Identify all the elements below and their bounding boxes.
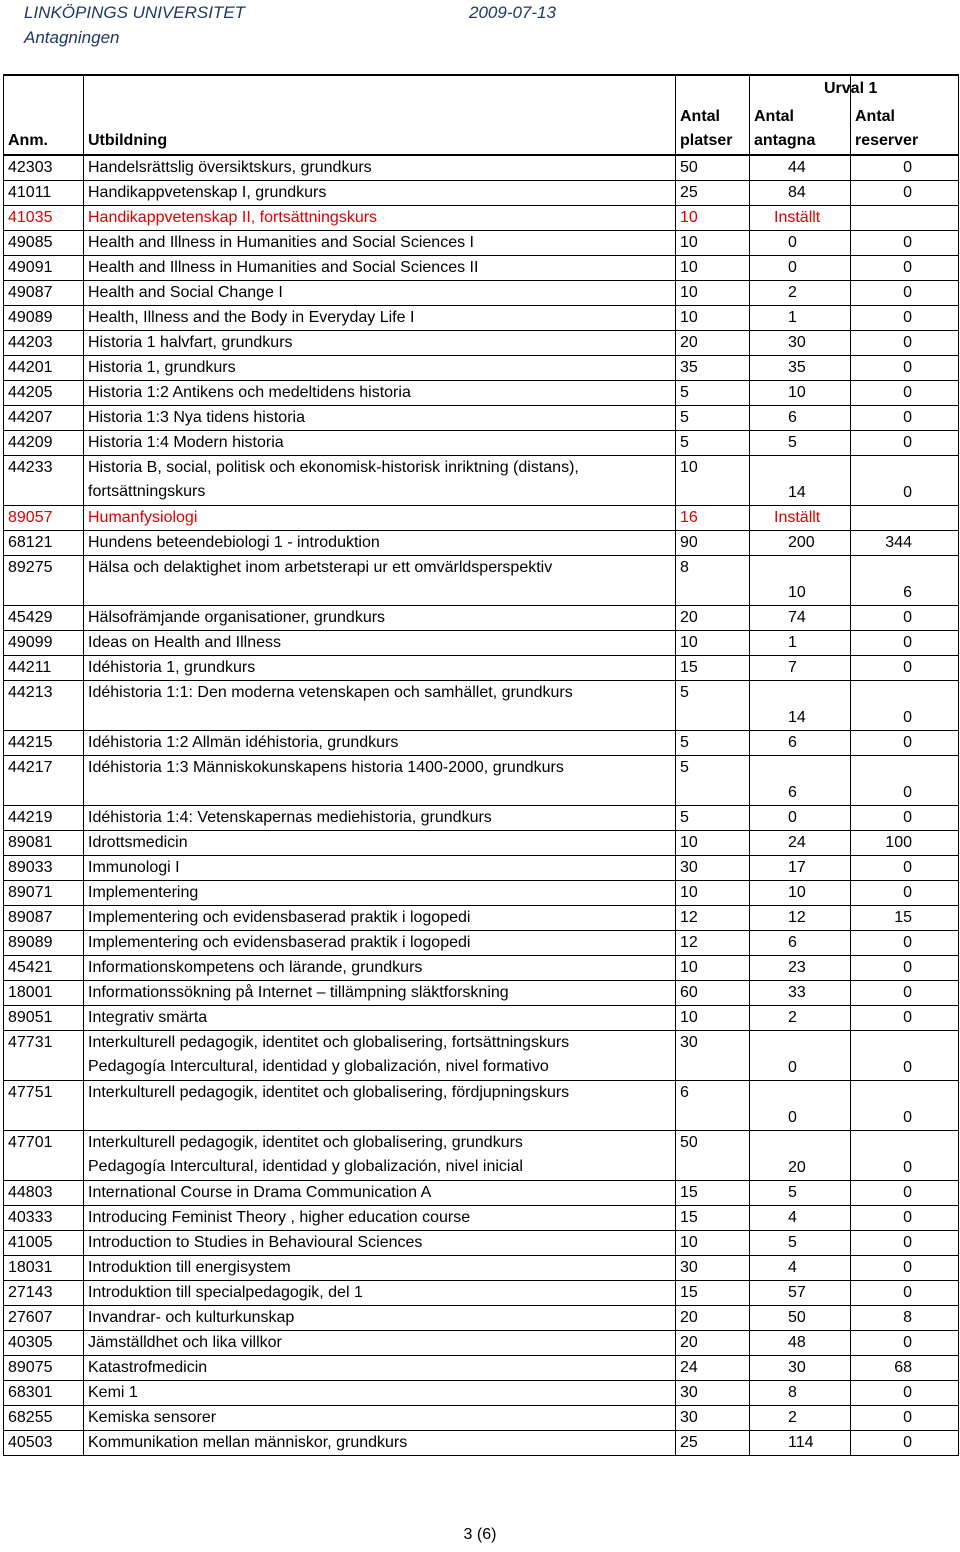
- table-row: [4, 906, 959, 931]
- table-row: [4, 681, 959, 731]
- cell-platser: 24: [676, 1356, 750, 1381]
- cell-anm: 44205: [4, 381, 84, 406]
- cell-platser: 15: [676, 656, 750, 681]
- col-header-antagna: Antal antagna: [750, 75, 851, 155]
- table-row: [4, 456, 959, 506]
- cell-anm: 68121: [4, 531, 84, 556]
- table-row: [4, 1356, 959, 1381]
- cell-anm: 89051: [4, 1006, 84, 1031]
- cell-platser: 10: [676, 256, 750, 281]
- cell-utbildning-line2: Pedagogía Intercultural, identidad y globalización, nivel formativo: [88, 1058, 549, 1075]
- cell-anm: 47701: [4, 1131, 84, 1181]
- cell-utbildning: Ideas on Health and Illness: [84, 631, 676, 656]
- document-subtitle: Antagningen: [24, 28, 120, 47]
- cell-reserver: 0: [851, 281, 959, 306]
- cell-platser: 50: [676, 1131, 750, 1181]
- cell-platser: 10: [676, 306, 750, 331]
- cell-antagna: 6: [750, 731, 851, 756]
- cell-anm: 44211: [4, 656, 84, 681]
- cell-anm: 49091: [4, 256, 84, 281]
- cell-antagna: 0: [750, 806, 851, 831]
- cell-platser: 10: [676, 206, 750, 231]
- cell-utbildning: Historia 1:2 Antikens och medeltidens historia: [84, 381, 676, 406]
- cell-antagna: 2: [750, 281, 851, 306]
- cell-platser: 10: [676, 281, 750, 306]
- table-row: [4, 1256, 959, 1281]
- cell-utbildning: Katastrofmedicin: [84, 1356, 676, 1381]
- table-row: [4, 331, 959, 356]
- cell-anm: 44803: [4, 1181, 84, 1206]
- table-row: [4, 306, 959, 331]
- cell-antagna: 0: [750, 1081, 851, 1131]
- cell-platser: 5: [676, 381, 750, 406]
- cell-utbildning-line1: Idéhistoria 1:3 Människokunskapens historia 1400-2000, grundkurs: [88, 759, 564, 776]
- table-row: [4, 606, 959, 631]
- cell-utbildning-line1: Interkulturell pedagogik, identitet och globalisering, grundkurs: [88, 1134, 523, 1151]
- cell-antagna: 4: [750, 1206, 851, 1231]
- col-header-anm: Anm.: [4, 75, 84, 155]
- cell-utbildning: Kemi 1: [84, 1381, 676, 1406]
- cell-platser: 10: [676, 456, 750, 506]
- table-row: [4, 756, 959, 806]
- cell-anm: 44219: [4, 806, 84, 831]
- cell-anm: 47751: [4, 1081, 84, 1131]
- table-row: [4, 731, 959, 756]
- cell-platser: 50: [676, 155, 750, 181]
- table-row: [4, 431, 959, 456]
- table-row: [4, 181, 959, 206]
- cell-reserver: 0: [851, 931, 959, 956]
- cell-anm: 89071: [4, 881, 84, 906]
- cell-utbildning-line2: fortsättningskurs: [88, 483, 206, 500]
- cell-utbildning: Handelsrättslig översiktskurs, grundkurs: [84, 155, 676, 181]
- cell-reserver: [851, 206, 959, 231]
- cell-utbildning: Immunologi I: [84, 856, 676, 881]
- cell-utbildning: [84, 1031, 676, 1081]
- cell-anm: 49087: [4, 281, 84, 306]
- cell-anm: 47731: [4, 1031, 84, 1081]
- cell-anm: 18031: [4, 1256, 84, 1281]
- cell-utbildning-line2: Pedagogía Intercultural, identidad y globalización, nivel inicial: [88, 1158, 523, 1175]
- cell-antagna: 33: [750, 981, 851, 1006]
- cell-reserver: 6: [851, 556, 959, 606]
- cell-antagna: 30: [750, 1356, 851, 1381]
- cell-antagna: 10: [750, 556, 851, 606]
- cell-reserver: 0: [851, 1281, 959, 1306]
- cell-reserver: 0: [851, 1381, 959, 1406]
- table-row: [4, 1206, 959, 1231]
- cell-reserver: 344: [851, 531, 959, 556]
- cell-reserver: 0: [851, 256, 959, 281]
- cell-utbildning: Kommunikation mellan människor, grundkurs: [84, 1431, 676, 1456]
- cell-reserver: 0: [851, 656, 959, 681]
- table-row: [4, 206, 959, 231]
- table-row: [4, 1406, 959, 1431]
- cell-antagna: 7: [750, 656, 851, 681]
- cell-anm: 44201: [4, 356, 84, 381]
- cell-reserver: 0: [851, 381, 959, 406]
- cell-reserver: 0: [851, 456, 959, 506]
- cell-antagna: 8: [750, 1381, 851, 1406]
- cell-reserver: 0: [851, 406, 959, 431]
- cell-reserver: 0: [851, 631, 959, 656]
- cell-utbildning: Idrottsmedicin: [84, 831, 676, 856]
- cell-anm: 89275: [4, 556, 84, 606]
- cell-reserver: 0: [851, 981, 959, 1006]
- cell-antagna: Inställt: [750, 506, 851, 531]
- cell-antagna: 23: [750, 956, 851, 981]
- cell-platser: 30: [676, 1256, 750, 1281]
- cell-anm: 68301: [4, 1381, 84, 1406]
- cell-utbildning: Introduktion till specialpedagogik, del 1: [84, 1281, 676, 1306]
- col-header-reserver: Antal reserver: [851, 75, 959, 155]
- cell-reserver: 0: [851, 681, 959, 731]
- cell-platser: 10: [676, 631, 750, 656]
- cell-utbildning: International Course in Drama Communication A: [84, 1181, 676, 1206]
- cell-utbildning: Health, Illness and the Body in Everyday Life I: [84, 306, 676, 331]
- cell-antagna: Inställt: [750, 206, 851, 231]
- table-row: [4, 281, 959, 306]
- cell-reserver: 0: [851, 756, 959, 806]
- cell-utbildning: [84, 756, 676, 806]
- cell-utbildning: Hundens beteendebiologi 1 - introduktion: [84, 531, 676, 556]
- cell-anm: 44209: [4, 431, 84, 456]
- cell-utbildning: Hälsofrämjande organisationer, grundkurs: [84, 606, 676, 631]
- cell-utbildning: Integrativ smärta: [84, 1006, 676, 1031]
- cell-anm: 45421: [4, 956, 84, 981]
- cell-utbildning: Implementering och evidensbaserad praktik i logopedi: [84, 906, 676, 931]
- cell-anm: 89081: [4, 831, 84, 856]
- cell-anm: 41005: [4, 1231, 84, 1256]
- cell-anm: 27143: [4, 1281, 84, 1306]
- cell-platser: 10: [676, 231, 750, 256]
- cell-utbildning: Invandrar- och kulturkunskap: [84, 1306, 676, 1331]
- cell-utbildning: [84, 556, 676, 606]
- cell-platser: 30: [676, 856, 750, 881]
- admissions-table: [3, 74, 959, 1456]
- cell-utbildning: Historia 1, grundkurs: [84, 356, 676, 381]
- cell-utbildning: Historia 1:4 Modern historia: [84, 431, 676, 456]
- table-row: [4, 1181, 959, 1206]
- cell-utbildning-line2: [88, 580, 675, 604]
- cell-utbildning-line2: [88, 780, 675, 804]
- cell-platser: 6: [676, 1081, 750, 1131]
- cell-utbildning: Jämställdhet och lika villkor: [84, 1331, 676, 1356]
- table-row: [4, 656, 959, 681]
- table-row: [4, 1031, 959, 1081]
- cell-antagna: 0: [750, 256, 851, 281]
- cell-utbildning: [84, 1081, 676, 1131]
- table-row: [4, 406, 959, 431]
- cell-antagna: 74: [750, 606, 851, 631]
- table-row: [4, 381, 959, 406]
- cell-platser: 25: [676, 181, 750, 206]
- cell-platser: 20: [676, 1306, 750, 1331]
- cell-platser: 10: [676, 881, 750, 906]
- cell-platser: 30: [676, 1406, 750, 1431]
- cell-reserver: 0: [851, 1006, 959, 1031]
- cell-antagna: 6: [750, 931, 851, 956]
- cell-utbildning: Kemiska sensorer: [84, 1406, 676, 1431]
- table-row: [4, 356, 959, 381]
- cell-platser: 25: [676, 1431, 750, 1456]
- cell-utbildning: Health and Illness in Humanities and Social Sciences I: [84, 231, 676, 256]
- table-row: [4, 531, 959, 556]
- cell-reserver: 0: [851, 231, 959, 256]
- cell-anm: 44207: [4, 406, 84, 431]
- cell-utbildning: Introduktion till energisystem: [84, 1256, 676, 1281]
- cell-reserver: 0: [851, 1431, 959, 1456]
- table-row: [4, 981, 959, 1006]
- cell-anm: 89089: [4, 931, 84, 956]
- cell-utbildning: Idéhistoria 1, grundkurs: [84, 656, 676, 681]
- table-row: [4, 1281, 959, 1306]
- col-header-platser: Antal platser: [676, 75, 750, 155]
- cell-anm: 89057: [4, 506, 84, 531]
- cell-antagna: 5: [750, 431, 851, 456]
- urval-group-label: Urval 1: [824, 80, 878, 97]
- table-row: [4, 856, 959, 881]
- table-row: [4, 931, 959, 956]
- cell-antagna: 14: [750, 681, 851, 731]
- col-header-utbildning: Utbildning: [84, 75, 676, 155]
- table-row: [4, 831, 959, 856]
- cell-antagna: 2: [750, 1406, 851, 1431]
- cell-platser: 20: [676, 1331, 750, 1356]
- cell-anm: 44215: [4, 731, 84, 756]
- cell-antagna: 1: [750, 306, 851, 331]
- cell-antagna: 5: [750, 1181, 851, 1206]
- cell-utbildning: Informationssökning på Internet – tillämpning släktforskning: [84, 981, 676, 1006]
- cell-utbildning-line1: Interkulturell pedagogik, identitet och globalisering, fortsättningskurs: [88, 1034, 570, 1051]
- cell-anm: 49089: [4, 306, 84, 331]
- table-row: [4, 956, 959, 981]
- cell-reserver: 0: [851, 731, 959, 756]
- cell-antagna: 10: [750, 881, 851, 906]
- cell-platser: 10: [676, 1006, 750, 1031]
- cell-antagna: 10: [750, 381, 851, 406]
- cell-platser: 8: [676, 556, 750, 606]
- cell-reserver: 0: [851, 1331, 959, 1356]
- cell-anm: 40333: [4, 1206, 84, 1231]
- cell-antagna: 0: [750, 1031, 851, 1081]
- cell-platser: 15: [676, 1206, 750, 1231]
- cell-platser: 10: [676, 1231, 750, 1256]
- cell-antagna: 2: [750, 1006, 851, 1031]
- cell-utbildning: Health and Illness in Humanities and Social Sciences II: [84, 256, 676, 281]
- table-body: [4, 155, 959, 1456]
- cell-utbildning: Introducing Feminist Theory , higher education course: [84, 1206, 676, 1231]
- cell-utbildning: Introduction to Studies in Behavioural Sciences: [84, 1231, 676, 1256]
- cell-anm: 44213: [4, 681, 84, 731]
- table-row: [4, 155, 959, 181]
- cell-anm: 40503: [4, 1431, 84, 1456]
- cell-reserver: 0: [851, 881, 959, 906]
- cell-reserver: [851, 506, 959, 531]
- table-row: [4, 806, 959, 831]
- table-row: [4, 1331, 959, 1356]
- cell-antagna: 114: [750, 1431, 851, 1456]
- cell-reserver: 0: [851, 1181, 959, 1206]
- cell-utbildning-line1: Idéhistoria 1:1: Den moderna vetenskapen och samhället, grundkurs: [88, 684, 573, 701]
- document-header: [24, 0, 556, 50]
- cell-reserver: 0: [851, 956, 959, 981]
- cell-antagna: 35: [750, 356, 851, 381]
- cell-platser: 10: [676, 831, 750, 856]
- university-name: LINKÖPINGS UNIVERSITET: [24, 3, 246, 22]
- cell-reserver: 68: [851, 1356, 959, 1381]
- table-row: [4, 256, 959, 281]
- cell-antagna: 44: [750, 155, 851, 181]
- cell-reserver: 0: [851, 1031, 959, 1081]
- cell-utbildning: Handikappvetenskap I, grundkurs: [84, 181, 676, 206]
- cell-reserver: 0: [851, 806, 959, 831]
- table-row: [4, 231, 959, 256]
- cell-antagna: 6: [750, 406, 851, 431]
- cell-antagna: 1: [750, 631, 851, 656]
- cell-reserver: 0: [851, 431, 959, 456]
- cell-platser: 12: [676, 931, 750, 956]
- cell-anm: 68255: [4, 1406, 84, 1431]
- cell-anm: 41035: [4, 206, 84, 231]
- table-row: [4, 1431, 959, 1456]
- cell-antagna: 84: [750, 181, 851, 206]
- cell-platser: 5: [676, 756, 750, 806]
- cell-reserver: 0: [851, 1406, 959, 1431]
- cell-utbildning: Idéhistoria 1:4: Vetenskapernas mediehistoria, grundkurs: [84, 806, 676, 831]
- cell-reserver: 8: [851, 1306, 959, 1331]
- cell-antagna: 50: [750, 1306, 851, 1331]
- cell-reserver: 15: [851, 906, 959, 931]
- cell-anm: 45429: [4, 606, 84, 631]
- cell-reserver: 0: [851, 1256, 959, 1281]
- cell-antagna: 20: [750, 1131, 851, 1181]
- cell-anm: 27607: [4, 1306, 84, 1331]
- cell-reserver: 0: [851, 1206, 959, 1231]
- table-row: [4, 1081, 959, 1131]
- cell-antagna: 200: [750, 531, 851, 556]
- table-header-row: [4, 75, 959, 155]
- cell-platser: 15: [676, 1281, 750, 1306]
- cell-antagna: 4: [750, 1256, 851, 1281]
- cell-antagna: 30: [750, 331, 851, 356]
- cell-utbildning: Idéhistoria 1:2 Allmän idéhistoria, grundkurs: [84, 731, 676, 756]
- cell-utbildning-line2: [88, 705, 675, 729]
- cell-anm: 42303: [4, 155, 84, 181]
- cell-utbildning: Informationskompetens och lärande, grundkurs: [84, 956, 676, 981]
- cell-utbildning-line1: Hälsa och delaktighet inom arbetsterapi ur ett omvärldsperspektiv: [88, 559, 553, 576]
- cell-platser: 12: [676, 906, 750, 931]
- cell-platser: 16: [676, 506, 750, 531]
- cell-reserver: 0: [851, 606, 959, 631]
- cell-anm: 89033: [4, 856, 84, 881]
- cell-utbildning: Historia 1 halvfart, grundkurs: [84, 331, 676, 356]
- cell-anm: 44233: [4, 456, 84, 506]
- cell-reserver: 100: [851, 831, 959, 856]
- cell-reserver: 0: [851, 356, 959, 381]
- cell-anm: 89075: [4, 1356, 84, 1381]
- cell-reserver: 0: [851, 181, 959, 206]
- table-row: [4, 1306, 959, 1331]
- table-row: [4, 1381, 959, 1406]
- cell-utbildning-line1: Interkulturell pedagogik, identitet och globalisering, fördjupningskurs: [88, 1084, 570, 1101]
- table-row: [4, 556, 959, 606]
- page-number: 3 (6): [463, 1526, 497, 1543]
- cell-utbildning: [84, 456, 676, 506]
- cell-anm: 40305: [4, 1331, 84, 1356]
- cell-platser: 90: [676, 531, 750, 556]
- cell-platser: 30: [676, 1381, 750, 1406]
- cell-utbildning: [84, 681, 676, 731]
- cell-utbildning: Humanfysiologi: [84, 506, 676, 531]
- cell-antagna: 57: [750, 1281, 851, 1306]
- cell-platser: 60: [676, 981, 750, 1006]
- cell-utbildning: Handikappvetenskap II, fortsättningskurs: [84, 206, 676, 231]
- cell-antagna: 12: [750, 906, 851, 931]
- cell-utbildning: Implementering och evidensbaserad praktik i logopedi: [84, 931, 676, 956]
- cell-platser: 15: [676, 1181, 750, 1206]
- cell-anm: 49085: [4, 231, 84, 256]
- cell-platser: 5: [676, 731, 750, 756]
- table-row: [4, 1231, 959, 1256]
- cell-anm: 41011: [4, 181, 84, 206]
- cell-reserver: 0: [851, 1131, 959, 1181]
- cell-utbildning: Implementering: [84, 881, 676, 906]
- cell-anm: 18001: [4, 981, 84, 1006]
- cell-anm: 49099: [4, 631, 84, 656]
- table-row: [4, 881, 959, 906]
- cell-platser: 5: [676, 806, 750, 831]
- cell-antagna: 6: [750, 756, 851, 806]
- cell-utbildning-line2: [88, 1105, 675, 1129]
- cell-anm: 89087: [4, 906, 84, 931]
- cell-antagna: 5: [750, 1231, 851, 1256]
- cell-platser: 20: [676, 606, 750, 631]
- cell-platser: 5: [676, 431, 750, 456]
- table-row: [4, 506, 959, 531]
- cell-reserver: 0: [851, 155, 959, 181]
- cell-platser: 5: [676, 406, 750, 431]
- cell-antagna: 48: [750, 1331, 851, 1356]
- cell-platser: 20: [676, 331, 750, 356]
- cell-utbildning-line1: Historia B, social, politisk och ekonomisk-historisk inriktning (distans),: [88, 459, 579, 476]
- document-date: 2009-07-13: [469, 3, 556, 22]
- table-row: [4, 631, 959, 656]
- cell-anm: 44203: [4, 331, 84, 356]
- cell-platser: 10: [676, 956, 750, 981]
- cell-platser: 35: [676, 356, 750, 381]
- cell-antagna: 17: [750, 856, 851, 881]
- cell-utbildning: [84, 1131, 676, 1181]
- cell-reserver: 0: [851, 331, 959, 356]
- cell-reserver: 0: [851, 1081, 959, 1131]
- cell-reserver: 0: [851, 1231, 959, 1256]
- cell-antagna: 0: [750, 231, 851, 256]
- cell-platser: 5: [676, 681, 750, 731]
- table-row: [4, 1131, 959, 1181]
- cell-reserver: 0: [851, 306, 959, 331]
- cell-platser: 30: [676, 1031, 750, 1081]
- cell-utbildning: Health and Social Change I: [84, 281, 676, 306]
- cell-antagna: 14: [750, 456, 851, 506]
- table-row: [4, 1006, 959, 1031]
- cell-antagna: 24: [750, 831, 851, 856]
- cell-utbildning: Historia 1:3 Nya tidens historia: [84, 406, 676, 431]
- cell-anm: 44217: [4, 756, 84, 806]
- cell-reserver: 0: [851, 856, 959, 881]
